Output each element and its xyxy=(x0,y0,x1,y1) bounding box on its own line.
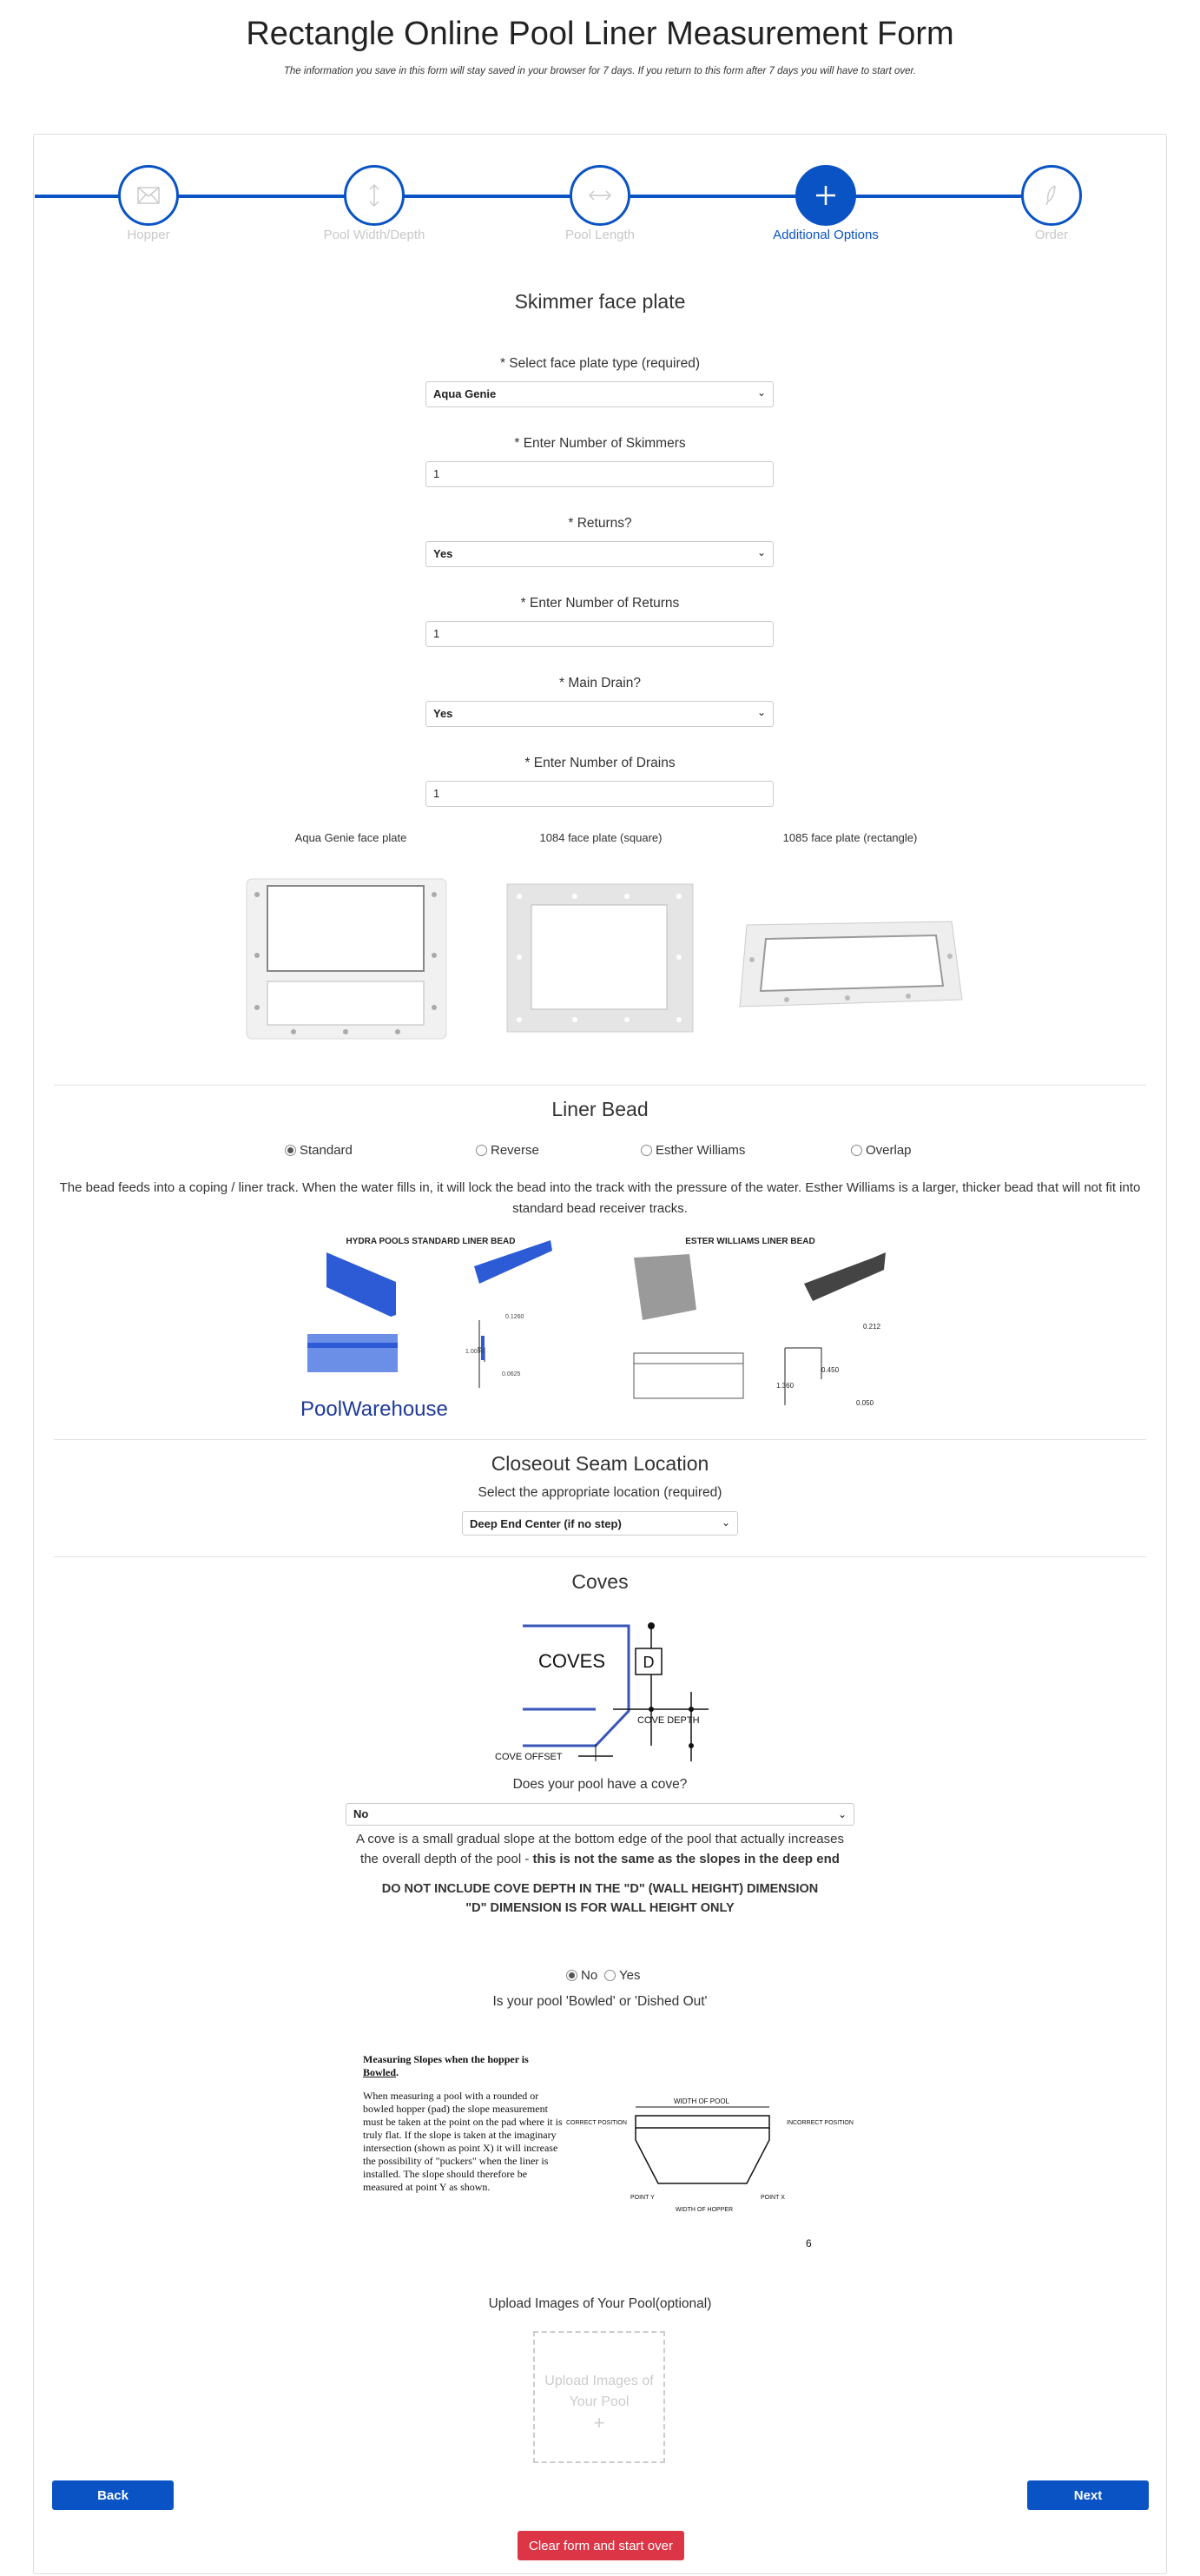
square-plate-image xyxy=(505,881,696,1037)
num-drains-input[interactable]: 1 xyxy=(425,781,774,807)
bead-option-overlap[interactable]: Overlap xyxy=(851,1143,912,1158)
num-returns-label: * Enter Number of Returns xyxy=(520,596,680,611)
face-plate-label: * Select face plate type (required) xyxy=(499,356,701,371)
cove-explanation: A cove is a small gradual slope at the bottom edge of the pool that actually increases the overall depth of the pool - this is not the same as the slopes in the deep end xyxy=(355,1832,844,1866)
svg-text:D: D xyxy=(643,1654,655,1671)
num-skimmers-input[interactable]: 1 xyxy=(425,461,774,487)
step-label-length: Pool Length xyxy=(564,228,636,242)
cove-question: Does your pool have a cove? xyxy=(512,1777,688,1792)
svg-text:0.0625: 0.0625 xyxy=(502,1371,521,1377)
bowled-option-no[interactable]: No xyxy=(566,1968,597,1983)
radio-unchecked[interactable] xyxy=(476,1145,487,1156)
bowled-option-yes[interactable]: Yes xyxy=(604,1968,640,1983)
chevron-down-icon: ⌄ xyxy=(721,1516,730,1529)
chevron-down-icon: ⌄ xyxy=(756,706,766,718)
upload-text-line1: Upload Images of xyxy=(544,2374,654,2388)
rectangle-plate-image xyxy=(735,916,966,1012)
num-returns-input[interactable]: 1 xyxy=(425,621,774,647)
plus-icon xyxy=(814,184,837,207)
section-divider xyxy=(54,1085,1146,1086)
svg-text:COVE DEPTH: COVE DEPTH xyxy=(637,1715,700,1726)
radio-checked[interactable] xyxy=(285,1145,296,1156)
bead-option-standard[interactable]: Standard xyxy=(285,1143,353,1158)
step-additional-options[interactable] xyxy=(795,165,856,226)
horizontal-arrows-icon xyxy=(588,188,612,202)
step-label-order: Order xyxy=(1034,228,1069,242)
vertical-arrows-icon xyxy=(367,183,381,208)
svg-text:0.050: 0.050 xyxy=(856,1399,874,1407)
liner-bead-image xyxy=(300,1232,900,1424)
step-label-additional-options: Additional Options xyxy=(773,228,879,242)
svg-text:0.1260: 0.1260 xyxy=(505,1314,524,1320)
back-button[interactable]: Back xyxy=(52,2480,174,2510)
doc-page-number: 6 xyxy=(806,2237,812,2249)
radio-checked[interactable] xyxy=(566,1970,577,1981)
returns-label: * Returns? xyxy=(568,516,632,531)
bead-option-reverse[interactable]: Reverse xyxy=(476,1143,539,1158)
svg-text:WIDTH OF HOPPER: WIDTH OF HOPPER xyxy=(676,2207,734,2213)
svg-text:INCORRECT POSITION: INCORRECT POSITION xyxy=(787,2120,854,2126)
svg-text:WIDTH OF POOL: WIDTH OF POOL xyxy=(674,2097,729,2105)
num-drains-label: * Enter Number of Drains xyxy=(524,756,676,770)
upload-text-line2: Your Pool xyxy=(569,2394,630,2409)
svg-text:0.450: 0.450 xyxy=(821,1366,840,1374)
aqua-genie-caption: Aqua Genie face plate xyxy=(294,831,407,844)
feather-icon xyxy=(1043,184,1060,207)
plus-icon: + xyxy=(593,2412,605,2434)
poolwarehouse-logo: PoolWarehouse xyxy=(300,1397,448,1421)
svg-text:1.360: 1.360 xyxy=(776,1382,795,1390)
closeout-label: Select the appropriate location (required) xyxy=(478,1485,722,1500)
step-label-width-depth: Pool Width/Depth xyxy=(323,228,425,242)
coves-title: Coves xyxy=(571,1570,629,1593)
aqua-genie-plate-image xyxy=(241,869,458,1051)
closeout-title: Closeout Seam Location xyxy=(491,1452,709,1475)
chevron-down-icon: ⌄ xyxy=(837,1808,847,1820)
upload-dropzone[interactable] xyxy=(533,2331,665,2463)
step-hopper[interactable] xyxy=(118,165,179,226)
section-divider xyxy=(54,1439,1146,1440)
progress-line xyxy=(35,195,1052,198)
radio-unchecked[interactable] xyxy=(851,1145,862,1156)
coves-diagram xyxy=(491,1614,717,1767)
step-width-depth[interactable] xyxy=(344,165,405,226)
chevron-down-icon: ⌄ xyxy=(756,386,766,399)
svg-text:COVES: COVES xyxy=(538,1650,606,1672)
bead-right-title: ESTER WILLIAMS LINER BEAD xyxy=(685,1237,815,1246)
next-button[interactable]: Next xyxy=(1027,2480,1149,2510)
svg-text:1.0000: 1.0000 xyxy=(465,1349,485,1355)
step-order[interactable] xyxy=(1021,165,1082,226)
bead-left-title: HYDRA POOLS STANDARD LINER BEAD xyxy=(346,1237,516,1246)
bowled-question: Is your pool 'Bowled' or 'Dished Out' xyxy=(492,1994,708,2009)
bead-option-esther-williams[interactable]: Esther Williams xyxy=(641,1143,745,1158)
section-divider xyxy=(54,1556,1146,1557)
clear-form-button[interactable]: Clear form and start over xyxy=(518,2531,684,2560)
envelope-icon xyxy=(137,187,160,204)
radio-unchecked[interactable] xyxy=(641,1145,652,1156)
rectangle-plate-caption: 1085 face plate (rectangle) xyxy=(782,831,918,844)
chevron-down-icon: ⌄ xyxy=(756,546,766,558)
radio-unchecked[interactable] xyxy=(604,1970,616,1981)
liner-bead-title: Liner Bead xyxy=(551,1098,649,1120)
liner-bead-description: The bead feeds into a coping / liner track. When the water fills in, it will lock the bead into the track with the pressure of the water. Esther Williams is a larger, thicker bead that will not fit into standard bead receiver tracks. xyxy=(59,1180,1141,1216)
face-plate-select[interactable]: Aqua Genie ⌄ xyxy=(425,381,774,407)
closeout-select[interactable]: Deep End Center (if no step) ⌄ xyxy=(462,1511,738,1536)
svg-text:CORRECT POSITION: CORRECT POSITION xyxy=(566,2120,627,2126)
page-subtitle: The information you save in this form will stay saved in your browser for 7 days. If you return to this form after 7 days you will have to start over. xyxy=(283,66,917,76)
svg-text:POINT X: POINT X xyxy=(761,2195,785,2201)
page-title: Rectangle Online Pool Liner Measurement Form xyxy=(246,16,954,52)
cove-select[interactable]: No ⌄ xyxy=(346,1803,854,1826)
upload-title: Upload Images of Your Pool(optional) xyxy=(488,2296,712,2311)
svg-text:POINT Y: POINT Y xyxy=(630,2195,655,2201)
svg-text:COVE OFFSET: COVE OFFSET xyxy=(495,1752,563,1762)
num-skimmers-label: * Enter Number of Skimmers xyxy=(514,436,686,451)
cove-warning: DO NOT INCLUDE COVE DEPTH IN THE "D" (WALL HEIGHT) DIMENSION "D" DIMENSION IS FOR WALL HEIGHT ONLY xyxy=(381,1882,819,1915)
main-drain-select[interactable]: Yes ⌄ xyxy=(425,701,774,727)
step-label-hopper: Hopper xyxy=(127,228,170,242)
main-drain-label: * Main Drain? xyxy=(559,676,641,690)
bowled-doc-text: Measuring Slopes when the hopper is Bowled. When measuring a pool with a rounded or bowled hopper (pad) the slope measurement must be taken at the point on the pad where it is truly flat. If the slope is taken at the imaginary intersection (shown as point X) it will increase the possibility of "puckers" when the liner is installed. The slope should therefore be measured at point Y as shown. xyxy=(363,2053,563,2193)
square-plate-caption: 1084 face plate (square) xyxy=(539,831,663,844)
step-length[interactable] xyxy=(570,165,630,226)
skimmer-section-title: Skimmer face plate xyxy=(514,290,686,313)
bowled-diagram xyxy=(563,2093,867,2223)
returns-select[interactable]: Yes ⌄ xyxy=(425,541,774,567)
svg-text:0.212: 0.212 xyxy=(863,1323,881,1331)
